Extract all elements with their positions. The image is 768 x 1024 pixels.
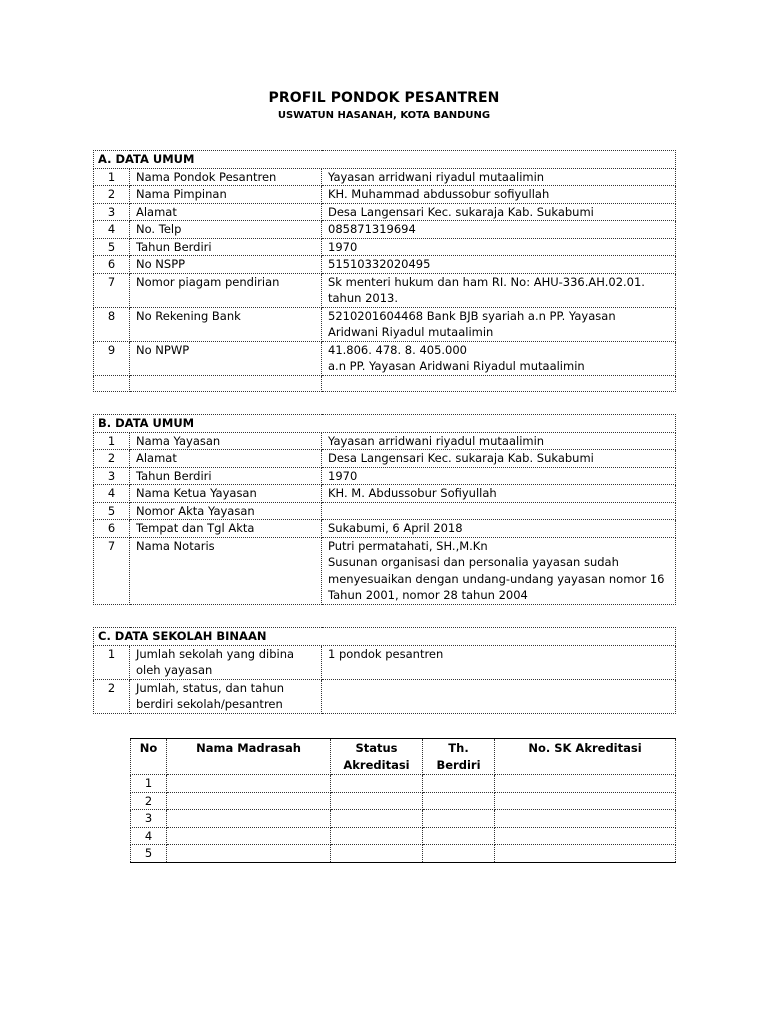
table-cell (331, 775, 423, 793)
row-value: 1 pondok pesantren (322, 645, 676, 679)
table-cell (331, 845, 423, 863)
madrasah-header-row (131, 739, 676, 775)
row-label: Nama Notaris (130, 537, 322, 604)
row-label: No NPWP (130, 341, 322, 375)
row-label: Jumlah sekolah yang dibina oleh yayasan (130, 645, 322, 679)
table-row (94, 186, 676, 204)
table-cell (423, 845, 495, 863)
table-row (94, 467, 676, 485)
page-title: PROFIL PONDOK PESANTREN (268, 90, 500, 106)
row-number: 3 (94, 467, 130, 485)
row-number: 5 (94, 502, 130, 520)
table-cell (322, 375, 676, 391)
row-number: 1 (131, 775, 167, 793)
table-row (94, 341, 676, 375)
table-cell (94, 375, 130, 391)
section-a-table (93, 150, 676, 392)
row-value: Desa Langensari Kec. sukaraja Kab. Sukabumi (322, 203, 676, 221)
table-row (131, 845, 676, 863)
row-number: 6 (94, 520, 130, 538)
row-value: KH. Muhammad abdussobur sofiyullah (322, 186, 676, 204)
row-value: 51510332020495 (322, 256, 676, 274)
madrasah-rows (131, 775, 676, 863)
table-row (94, 256, 676, 274)
row-number: 5 (94, 238, 130, 256)
row-value: 085871319694 (322, 221, 676, 239)
row-number: 1 (94, 432, 130, 450)
table-row (94, 485, 676, 503)
table-cell (167, 810, 331, 828)
row-label: Nomor Akta Yayasan (130, 502, 322, 520)
row-value: 41.806. 478. 8. 405.000 a.n PP. Yayasan Aridwani Riyadul mutaalimin (322, 341, 676, 375)
row-label: Nama Ketua Yayasan (130, 485, 322, 503)
table-cell (167, 845, 331, 863)
table-cell (331, 810, 423, 828)
table-row (94, 307, 676, 341)
row-label: Alamat (130, 203, 322, 221)
row-number: 4 (94, 221, 130, 239)
row-label: Nama Pimpinan (130, 186, 322, 204)
table-cell (167, 827, 331, 845)
table-row (94, 203, 676, 221)
table-row (131, 775, 676, 793)
row-value: Putri permatahati, SH.,M.Kn Susunan organisasi dan personalia yayasan sudah menyesuaikan dengan undang-undang yayasan nomor 16 Tahun 2001, nomor 28 tahun 2004 (322, 537, 676, 604)
row-number: 2 (94, 679, 130, 713)
table-row (94, 537, 676, 604)
row-label: Alamat (130, 450, 322, 468)
row-value (322, 502, 676, 520)
table-row (94, 375, 676, 391)
table-cell (331, 792, 423, 810)
table-cell (167, 792, 331, 810)
table-cell (495, 775, 676, 793)
row-label: Nama Yayasan (130, 432, 322, 450)
table-row (94, 502, 676, 520)
table-cell (495, 792, 676, 810)
row-value: Yayasan arridwani riyadul mutaalimin (322, 432, 676, 450)
row-number: 4 (94, 485, 130, 503)
row-number: 6 (94, 256, 130, 274)
row-value: Sk menteri hukum dan ham RI. No: AHU-336.AH.02.01. tahun 2013. (322, 273, 676, 307)
row-label: Tahun Berdiri (130, 467, 322, 485)
row-number: 1 (94, 645, 130, 679)
row-value: 5210201604468 Bank BJB syariah a.n PP. Yayasan Aridwani Riyadul mutaalimin (322, 307, 676, 341)
table-row (94, 450, 676, 468)
row-number: 2 (131, 792, 167, 810)
table-cell (495, 810, 676, 828)
row-label: Nama Pondok Pesantren (130, 168, 322, 186)
table-row (94, 221, 676, 239)
section-b-rows (94, 432, 676, 604)
table-cell (423, 792, 495, 810)
row-number: 5 (131, 845, 167, 863)
column-header: Th. Berdiri (423, 739, 495, 775)
row-number: 9 (94, 341, 130, 375)
row-label: No Rekening Bank (130, 307, 322, 341)
section-b-table (93, 414, 676, 605)
section-c-heading: C. DATA SEKOLAH BINAAN (94, 628, 676, 646)
table-row (94, 520, 676, 538)
row-number: 7 (94, 273, 130, 307)
row-label: Tahun Berdiri (130, 238, 322, 256)
row-label: Jumlah, status, dan tahun berdiri sekolah/pesantren (130, 679, 322, 713)
table-cell (495, 845, 676, 863)
column-header: No. SK Akreditasi (495, 739, 676, 775)
column-header: Nama Madrasah (167, 739, 331, 775)
table-cell (167, 775, 331, 793)
table-cell (423, 810, 495, 828)
row-value: Yayasan arridwani riyadul mutaalimin (322, 168, 676, 186)
table-row (94, 238, 676, 256)
row-value: 1970 (322, 467, 676, 485)
row-number: 2 (94, 450, 130, 468)
table-row (131, 792, 676, 810)
table-row (131, 827, 676, 845)
table-cell (423, 827, 495, 845)
table-cell (331, 827, 423, 845)
row-number: 8 (94, 307, 130, 341)
section-a-heading: A. DATA UMUM (94, 151, 676, 169)
section-b-heading: B. DATA UMUM (94, 415, 676, 433)
table-row (94, 679, 676, 713)
row-number: 2 (94, 186, 130, 204)
column-header: Status Akreditasi (331, 739, 423, 775)
table-row (94, 273, 676, 307)
table-row (94, 432, 676, 450)
row-number: 3 (94, 203, 130, 221)
row-number: 1 (94, 168, 130, 186)
row-label: No NSPP (130, 256, 322, 274)
row-number: 3 (131, 810, 167, 828)
table-row (131, 810, 676, 828)
section-c-table (93, 627, 676, 714)
page-subtitle: USWATUN HASANAH, KOTA BANDUNG (277, 110, 491, 121)
row-value (322, 679, 676, 713)
table-cell (495, 827, 676, 845)
table-row (94, 645, 676, 679)
madrasah-table (130, 738, 676, 863)
row-value: 1970 (322, 238, 676, 256)
row-value: Sukabumi, 6 April 2018 (322, 520, 676, 538)
row-label: Nomor piagam pendirian (130, 273, 322, 307)
row-number: 4 (131, 827, 167, 845)
table-cell (423, 775, 495, 793)
section-c-rows (94, 645, 676, 713)
row-number: 7 (94, 537, 130, 604)
section-a-rows (94, 168, 676, 375)
table-row (94, 168, 676, 186)
row-label: No. Telp (130, 221, 322, 239)
column-header: No (131, 739, 167, 775)
row-label: Tempat dan Tgl Akta (130, 520, 322, 538)
row-value: KH. M. Abdussobur Sofiyullah (322, 485, 676, 503)
row-value: Desa Langensari Kec. sukaraja Kab. Sukabumi (322, 450, 676, 468)
table-cell (130, 375, 322, 391)
